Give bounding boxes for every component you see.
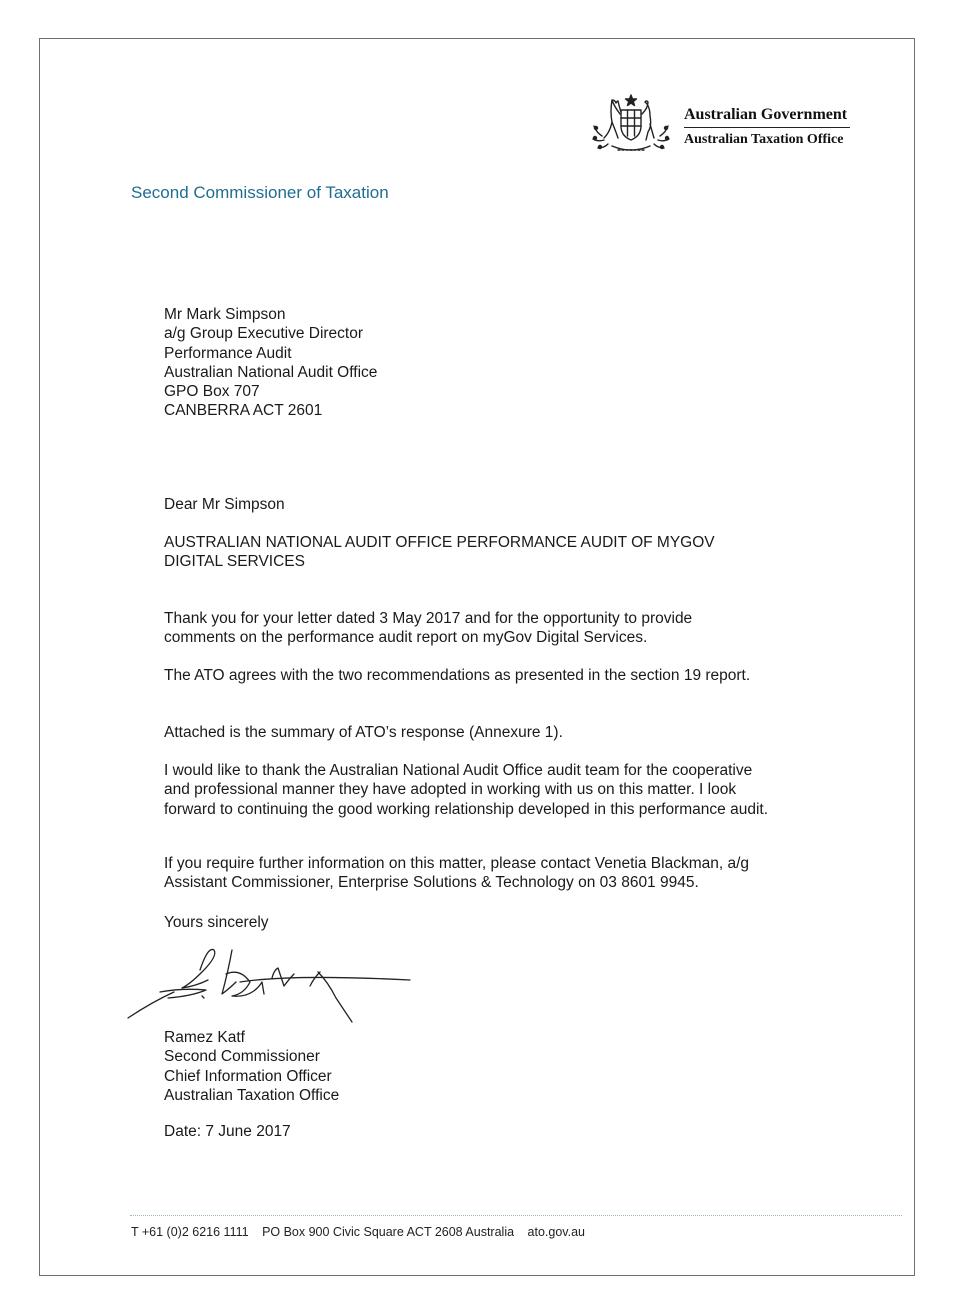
- subject-heading: [164, 533, 784, 572]
- coat-of-arms-icon: [590, 92, 672, 156]
- closing: Yours sincerely: [164, 914, 269, 931]
- address-line: Mr Mark Simpson: [164, 306, 286, 323]
- body-paragraph: I would like to thank the Australian National Audit Office audit team for the cooperative and professional manner they have adopted in working with us on this matter. I look forward to continuing the good working relationship developed in this performance audit.: [164, 762, 769, 818]
- address-line: Australian National Audit Office: [164, 363, 378, 381]
- footer-phone: T +61 (0)2 6216 1111: [131, 1225, 249, 1239]
- address-line: a/g Group Executive Director: [164, 325, 364, 343]
- recipient-address: [164, 305, 377, 421]
- footer-website-link[interactable]: ato.gov.au: [527, 1225, 585, 1239]
- address-line: Performance Audit: [164, 344, 292, 362]
- address-line: CANBERRA ACT 2601: [164, 402, 323, 420]
- letterhead: [590, 92, 860, 156]
- body-paragraph: Thank you for your letter dated 3 May 2017 and for the opportunity to provide comments on the performance audit report on myGov Digital Services.: [164, 610, 693, 647]
- agency-name: Australian Taxation Office: [684, 132, 844, 147]
- body-paragraph: If you require further information on this matter, please contact Venetia Blackman, a/g Assistant Commissioner, Enterprise Solutions & Technology on 03 8601 9945.: [164, 855, 750, 892]
- subject-line: AUSTRALIAN NATIONAL AUDIT OFFICE PERFORMANCE AUDIT OF MYGOV: [164, 534, 715, 551]
- body-paragraph: Attached is the summary of ATO’s response (Annexure 1).: [164, 724, 563, 741]
- signatory-title: Second Commissioner: [164, 1048, 320, 1066]
- signature-image: [122, 942, 422, 1024]
- signatory-title: Chief Information Officer: [164, 1067, 332, 1085]
- footer-divider: [130, 1215, 902, 1216]
- salutation: Dear Mr Simpson: [164, 496, 285, 513]
- signatory-organisation: Australian Taxation Office: [164, 1086, 340, 1104]
- signatory-name: Ramez Katf: [164, 1029, 245, 1046]
- footer: [131, 1225, 595, 1239]
- office-title: Second Commissioner of Taxation: [131, 183, 389, 202]
- footer-postal-address: PO Box 900 Civic Square ACT 2608 Australia: [262, 1225, 515, 1239]
- address-line: GPO Box 707: [164, 383, 260, 401]
- letter-date: Date: 7 June 2017: [164, 1123, 291, 1140]
- subject-line: DIGITAL SERVICES: [164, 553, 305, 571]
- body-paragraph: The ATO agrees with the two recommendations as presented in the section 19 report.: [164, 667, 751, 684]
- signatory-block: [164, 1028, 784, 1105]
- letterhead-divider: [684, 127, 850, 128]
- government-name: Australian Government: [684, 106, 848, 123]
